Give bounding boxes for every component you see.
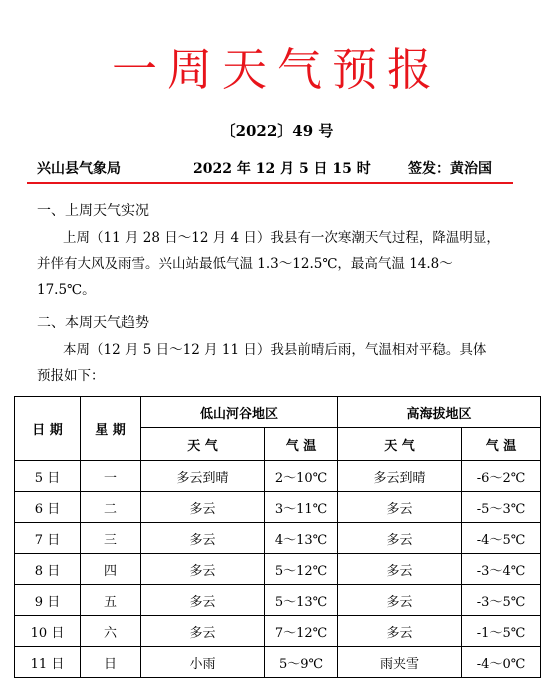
cell-low-temp: 4～13℃ (265, 523, 338, 554)
cell-high-temp: -3～5℃ (462, 585, 541, 616)
section2-line2: 预报如下： (37, 368, 105, 384)
signer: 签发：黄治国 (408, 161, 492, 177)
header-low-region: 低山河谷地区 (141, 397, 338, 428)
cell-low-temp: 2～10℃ (265, 461, 338, 492)
cell-high-weather: 多云 (338, 554, 462, 585)
table-row (15, 585, 541, 616)
section1-line3: 17.5℃。 (37, 282, 96, 298)
forecast-table (14, 396, 541, 678)
cell-low-temp: 5～13℃ (265, 585, 338, 616)
cell-low-temp: 5～12℃ (265, 554, 338, 585)
section2-line1: 本周（12 月 5 日～12 月 11 日）我县前晴后雨，气温相对平稳。具体 (63, 342, 487, 358)
cell-high-temp: -1～5℃ (462, 616, 541, 647)
table-row (15, 492, 541, 523)
cell-date: 5 日 (15, 461, 81, 492)
cell-weekday: 三 (81, 523, 141, 554)
issue-number: 〔2022〕49 号 (220, 122, 334, 140)
cell-low-weather: 多云 (141, 492, 265, 523)
section2-heading: 二、本周天气趋势 (37, 315, 149, 331)
red-divider-line (27, 182, 513, 184)
cell-low-weather: 小雨 (141, 647, 265, 678)
cell-date: 9 日 (15, 585, 81, 616)
cell-date: 8 日 (15, 554, 81, 585)
cell-low-weather: 多云 (141, 554, 265, 585)
header-high-weather: 天 气 (338, 428, 462, 461)
cell-high-weather: 多云 (338, 616, 462, 647)
cell-weekday: 六 (81, 616, 141, 647)
table-row (15, 554, 541, 585)
cell-weekday: 五 (81, 585, 141, 616)
cell-date: 10 日 (15, 616, 81, 647)
table-row (15, 523, 541, 554)
header-weekday: 星 期 (81, 397, 141, 461)
header-low-temp: 气 温 (265, 428, 338, 461)
table-row (15, 647, 541, 678)
cell-low-weather: 多云 (141, 523, 265, 554)
section1-heading: 一、上周天气实况 (37, 203, 149, 219)
cell-high-weather: 雨夹雪 (338, 647, 462, 678)
cell-high-temp: -3～4℃ (462, 554, 541, 585)
header-low-weather: 天 气 (141, 428, 265, 461)
cell-high-temp: -6～2℃ (462, 461, 541, 492)
table-row (15, 461, 541, 492)
cell-high-weather: 多云 (338, 585, 462, 616)
cell-low-temp: 7～12℃ (265, 616, 338, 647)
document-title: 一周天气预报 (111, 43, 442, 96)
cell-date: 6 日 (15, 492, 81, 523)
cell-high-weather: 多云 (338, 492, 462, 523)
cell-weekday: 一 (81, 461, 141, 492)
cell-date: 7 日 (15, 523, 81, 554)
cell-low-weather: 多云 (141, 585, 265, 616)
cell-high-weather: 多云 (338, 523, 462, 554)
cell-high-temp: -5～3℃ (462, 492, 541, 523)
cell-low-weather: 多云到晴 (141, 461, 265, 492)
table-row (15, 616, 541, 647)
cell-weekday: 日 (81, 647, 141, 678)
agency-name: 兴山县气象局 (37, 161, 121, 177)
cell-low-weather: 多云 (141, 616, 265, 647)
cell-high-temp: -4～5℃ (462, 523, 541, 554)
header-date: 日 期 (15, 397, 81, 461)
cell-low-temp: 3～11℃ (265, 492, 338, 523)
cell-high-weather: 多云到晴 (338, 461, 462, 492)
section1-line1: 上周（11 月 28 日～12 月 4 日）我县有一次寒潮天气过程，降温明显， (63, 230, 500, 246)
header-high-region: 高海拔地区 (338, 397, 541, 428)
cell-low-temp: 5～9℃ (265, 647, 338, 678)
cell-date: 11 日 (15, 647, 81, 678)
issue-datetime: 2022 年 12 月 5 日 15 时 (193, 161, 371, 177)
cell-high-temp: -4～0℃ (462, 647, 541, 678)
header-high-temp: 气 温 (462, 428, 541, 461)
cell-weekday: 二 (81, 492, 141, 523)
cell-weekday: 四 (81, 554, 141, 585)
section1-line2: 并伴有大风及雨雪。兴山站最低气温 1.3～12.5℃，最高气温 14.8～ (37, 256, 453, 272)
